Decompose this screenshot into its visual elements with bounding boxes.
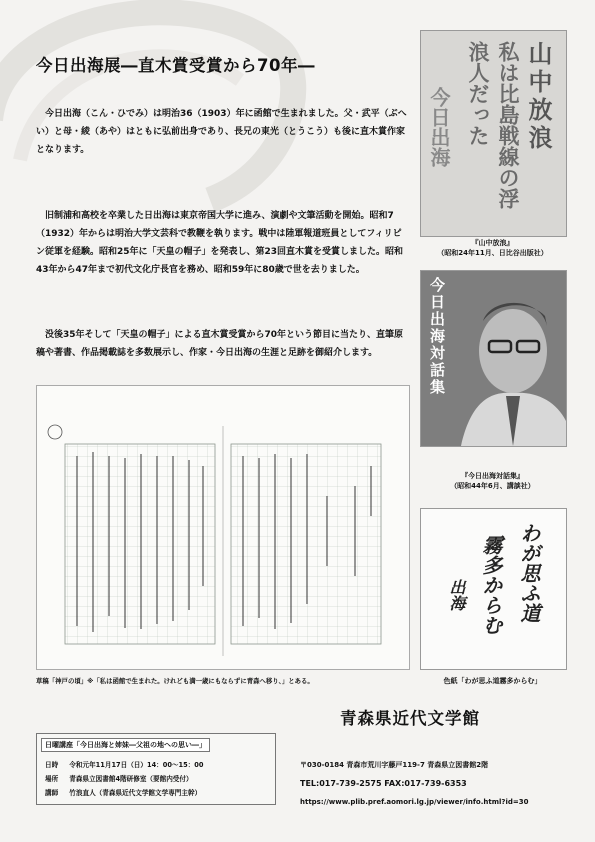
event-date-value: 令和元年11月17日（日）14：00～15：00 bbox=[69, 761, 204, 769]
intro-paragraph-3: 没後35年そして「天皇の帽子」による直木賞受賞から70年という節目に当たり、直筆原稿や著書、作品掲載誌を多数展示し、作家・今日出海の生涯と足跡を御紹介します。 bbox=[36, 330, 404, 358]
book-cover-sanchu-horo bbox=[420, 30, 567, 237]
calligraphy-line-2: 霧多からむ bbox=[479, 535, 503, 635]
museum-address: 〒030-0184 青森市荒川字藤戸119-7 青森県立図書館2階 bbox=[300, 761, 489, 769]
event-row-date bbox=[45, 759, 203, 769]
event-date-label: 日時 bbox=[45, 761, 59, 769]
event-info-box bbox=[36, 733, 276, 805]
cover-author-text: 山中放浪 bbox=[524, 41, 553, 153]
calligraphy-shikishi bbox=[420, 508, 567, 670]
book2-caption-detail: （昭和44年6月、講談社） bbox=[450, 482, 535, 490]
museum-url-link[interactable]: https://www.plib.pref.aomori.lg.jp/viewer/info.html?id=30 bbox=[300, 798, 529, 806]
museum-tel-fax: TEL:017-739-2575 FAX:017-739-6353 bbox=[300, 779, 467, 788]
book2-caption-title: 『今日出海対話集』 bbox=[461, 472, 524, 480]
book1-caption-detail: （昭和24年11月、日比谷出版社） bbox=[437, 249, 548, 257]
event-place-label: 場所 bbox=[45, 775, 59, 783]
event-lecturer-label: 講師 bbox=[45, 789, 59, 797]
event-heading: 日曜講座「今日出海と姉妹―父祖の地への思い―」 bbox=[41, 738, 210, 752]
book1-caption-title: 『山中放浪』 bbox=[471, 239, 514, 247]
event-place-value: 青森県立図書館4階研修室（要館内受付） bbox=[69, 775, 193, 783]
intro-paragraph-1: 今日出海（こん・ひでみ）は明治36（1903）年に函館で生まれました。父・武平（ぶへい）と母・綾（あや）はともに弘前出身であり、長兄の東光（とうこう）も後に直木賞作家となります。 bbox=[36, 109, 407, 155]
book1-caption bbox=[420, 238, 565, 258]
event-row-lecturer bbox=[45, 787, 201, 797]
event-lecturer-value: 竹浪直人（青森県近代文学館文学専門主幹） bbox=[69, 789, 202, 797]
manuscript-image bbox=[36, 385, 410, 670]
calligraphy-signature: 出海 bbox=[447, 579, 466, 611]
page-title: 今日出海展―直木賞受賞から70年― bbox=[36, 56, 315, 75]
event-row-place bbox=[45, 773, 193, 783]
manuscript-caption: 草稿「神戸の頃」※「私は函館で生まれた。けれども満一歳にもならずに青森へ移り、」とある。 bbox=[36, 677, 314, 685]
scroll-caption: 色紙「わが思ふ道霧多からむ」 bbox=[443, 677, 542, 685]
museum-name: 青森県近代文学館 bbox=[340, 709, 480, 728]
book-cover-taiwashu bbox=[420, 270, 567, 447]
intro-paragraph-2: 旧制浦和高校を卒業した日出海は東京帝国大学に進み、演劇や文筆活動を開始。昭和7（1932）年からは明治大学文芸科で教鞭を執ります。戦中は陸軍報道班員としてフィリピン従軍を経験。昭和25年に「天皇の帽子」を発表し、第23回直木賞を受賞しました。昭和43年から47年まで初代文化庁長官を務め、昭和59年に80歳で世を去りました。 bbox=[36, 211, 404, 275]
cover-name-text: 今日出海 bbox=[427, 87, 451, 167]
cover2-title-text: 今日出海対話集 bbox=[428, 277, 446, 396]
manuscript-grid bbox=[37, 386, 409, 669]
cover-title-text: 私は比島戦線の浮浪人だった bbox=[466, 41, 521, 209]
calligraphy-line-1: わが思ふ道 bbox=[517, 523, 541, 623]
book2-caption bbox=[420, 471, 565, 491]
